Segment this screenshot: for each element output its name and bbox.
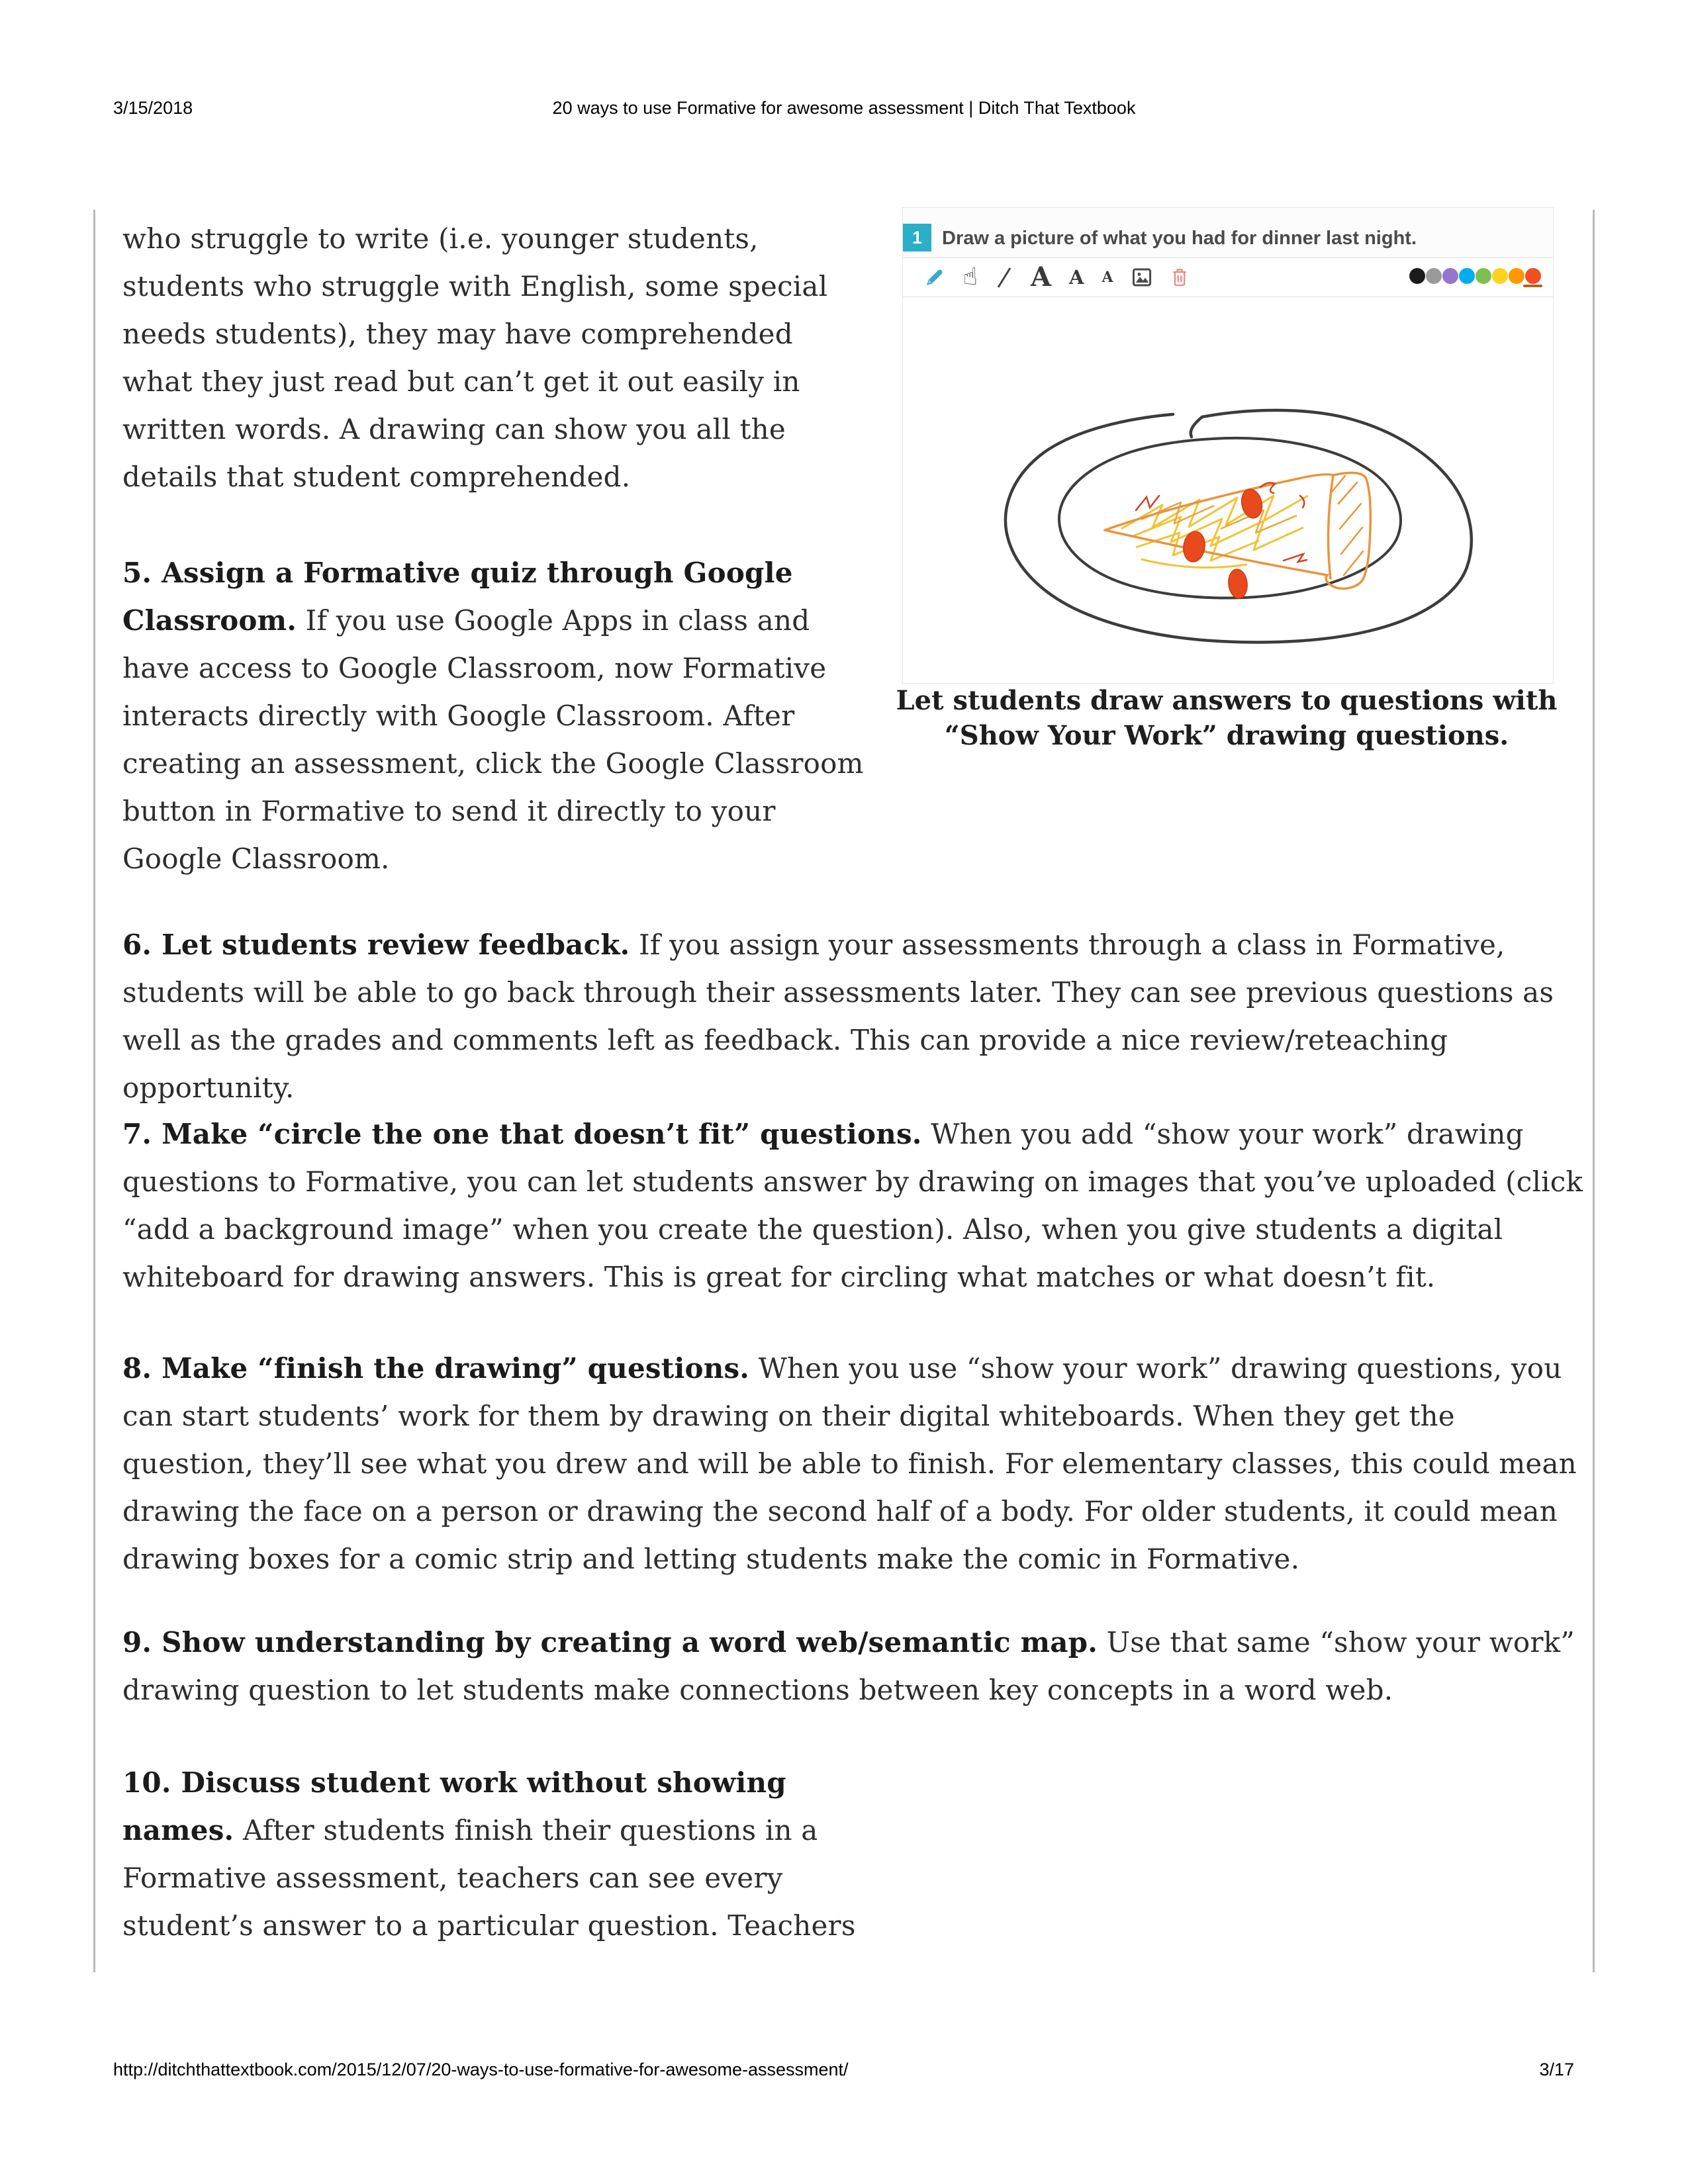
intro-text: who struggle to write (i.e. younger students, students who struggle with English, some special needs students), they may have comprehended what they just read but can’t get it out easily in written words. A drawing can show you all the details that student comprehended. [122, 222, 828, 493]
question-number-badge: 1 [903, 224, 931, 251]
content-left-border [93, 210, 95, 1972]
palette-color-red-selected [1525, 268, 1541, 284]
section-10-body: After students finish their questions in a Formative assessment, teachers can see every student’s answer to a particular question. Teachers [122, 1814, 856, 1942]
palette-color-orange [1509, 268, 1524, 284]
image-icon [1131, 267, 1152, 288]
line-tool-icon [996, 265, 1013, 290]
palette-color-purple [1442, 268, 1458, 284]
pencil-icon [923, 266, 945, 289]
section-7-body: When you add “show your work” drawing questions to Formative, you can let students answer by drawing on images that you’ve uploaded (click “add a background image” when you create the question). Also, when you give students a digital whiteboard for drawing answers. This is great for circling what matches or what doesn’t fit. [122, 1118, 1583, 1293]
question-text: Draw a picture of what you had for dinner last night. [942, 228, 1417, 249]
section-6 [122, 921, 1587, 1112]
text-large-icon: A [1030, 261, 1051, 293]
student-drawing-pizza [903, 297, 1552, 683]
text-medium-icon: A [1068, 265, 1084, 289]
text-small-icon: A [1102, 269, 1113, 286]
formative-screenshot [902, 207, 1554, 684]
trash-icon [1170, 267, 1189, 288]
section-8-body: When you use “show your work” drawing questions, you can start students’ work for them by drawing on their digital whiteboards. When they get the question, they’ll see what you drew and will be able to finish. For elementary classes, this could mean drawing the face on a person or drawing the second half of a body. For older students, it could mean drawing boxes for a comic strip and letting students make the comic in Formative. [122, 1352, 1577, 1575]
question-row [903, 208, 1553, 257]
select-hand-icon: ☝ [963, 263, 978, 291]
section-9-title: 9. Show understanding by creating a word web/semantic map. [122, 1626, 1098, 1659]
content-right-border [1593, 210, 1595, 1972]
image-caption: Let students draw answers to questions with “Show Your Work” drawing questions. [896, 685, 1558, 751]
section-8 [122, 1345, 1589, 1583]
palette-color-blue [1459, 268, 1475, 284]
toolbar-tools [923, 261, 1189, 293]
section-7 [122, 1111, 1587, 1301]
section-7-title: 7. Make “circle the one that doesn’t fit” questions. [122, 1118, 922, 1150]
section-9 [122, 1619, 1587, 1714]
section-5-body: If you use Google Apps in class and have access to Google Classroom, now Formative interacts directly with Google Classroom. After creating an assessment, click the Google Classroom button in Formative to send it directly to your Google Classroom. [122, 604, 864, 875]
palette-color-yellow [1492, 268, 1508, 284]
palette-color-green [1476, 268, 1491, 284]
print-footer-url: http://ditchthattextbook.com/2015/12/07/20-ways-to-use-formative-for-awesome-assessment/ [113, 2060, 849, 2079]
section-10 [122, 1759, 869, 1950]
palette-color-gray [1426, 268, 1442, 284]
selected-color-underline [1523, 285, 1542, 287]
color-palette [1409, 268, 1541, 287]
print-header-title: 20 ways to use Formative for awesome assessment | Ditch That Textbook [552, 98, 1136, 118]
section-8-title: 8. Make “finish the drawing” questions. [122, 1352, 750, 1385]
section-6-title: 6. Let students review feedback. [122, 929, 630, 961]
section-10-title: 10. Discuss student work without showing names. [122, 1766, 786, 1846]
drawing-toolbar [903, 257, 1553, 297]
print-header-date: 3/15/2018 [113, 98, 193, 118]
drawing-canvas [903, 297, 1553, 683]
section-9-body: Use that same “show your work” drawing question to let students make connections between key concepts in a word web. [122, 1626, 1575, 1706]
intro-paragraph [122, 215, 863, 501]
palette-color-black [1409, 268, 1425, 284]
section-5-title: 5. Assign a Formative quiz through Google Classroom. [122, 557, 793, 637]
print-footer-page-number: 3/17 [1539, 2060, 1574, 2079]
section-5 [122, 549, 869, 883]
section-6-body: If you assign your assessments through a class in Formative, students will be able to go back through their assessments later. They can see previous questions as well as the grades and comments left as feedback. This can provide a nice review/reteaching opportunity. [122, 929, 1554, 1104]
